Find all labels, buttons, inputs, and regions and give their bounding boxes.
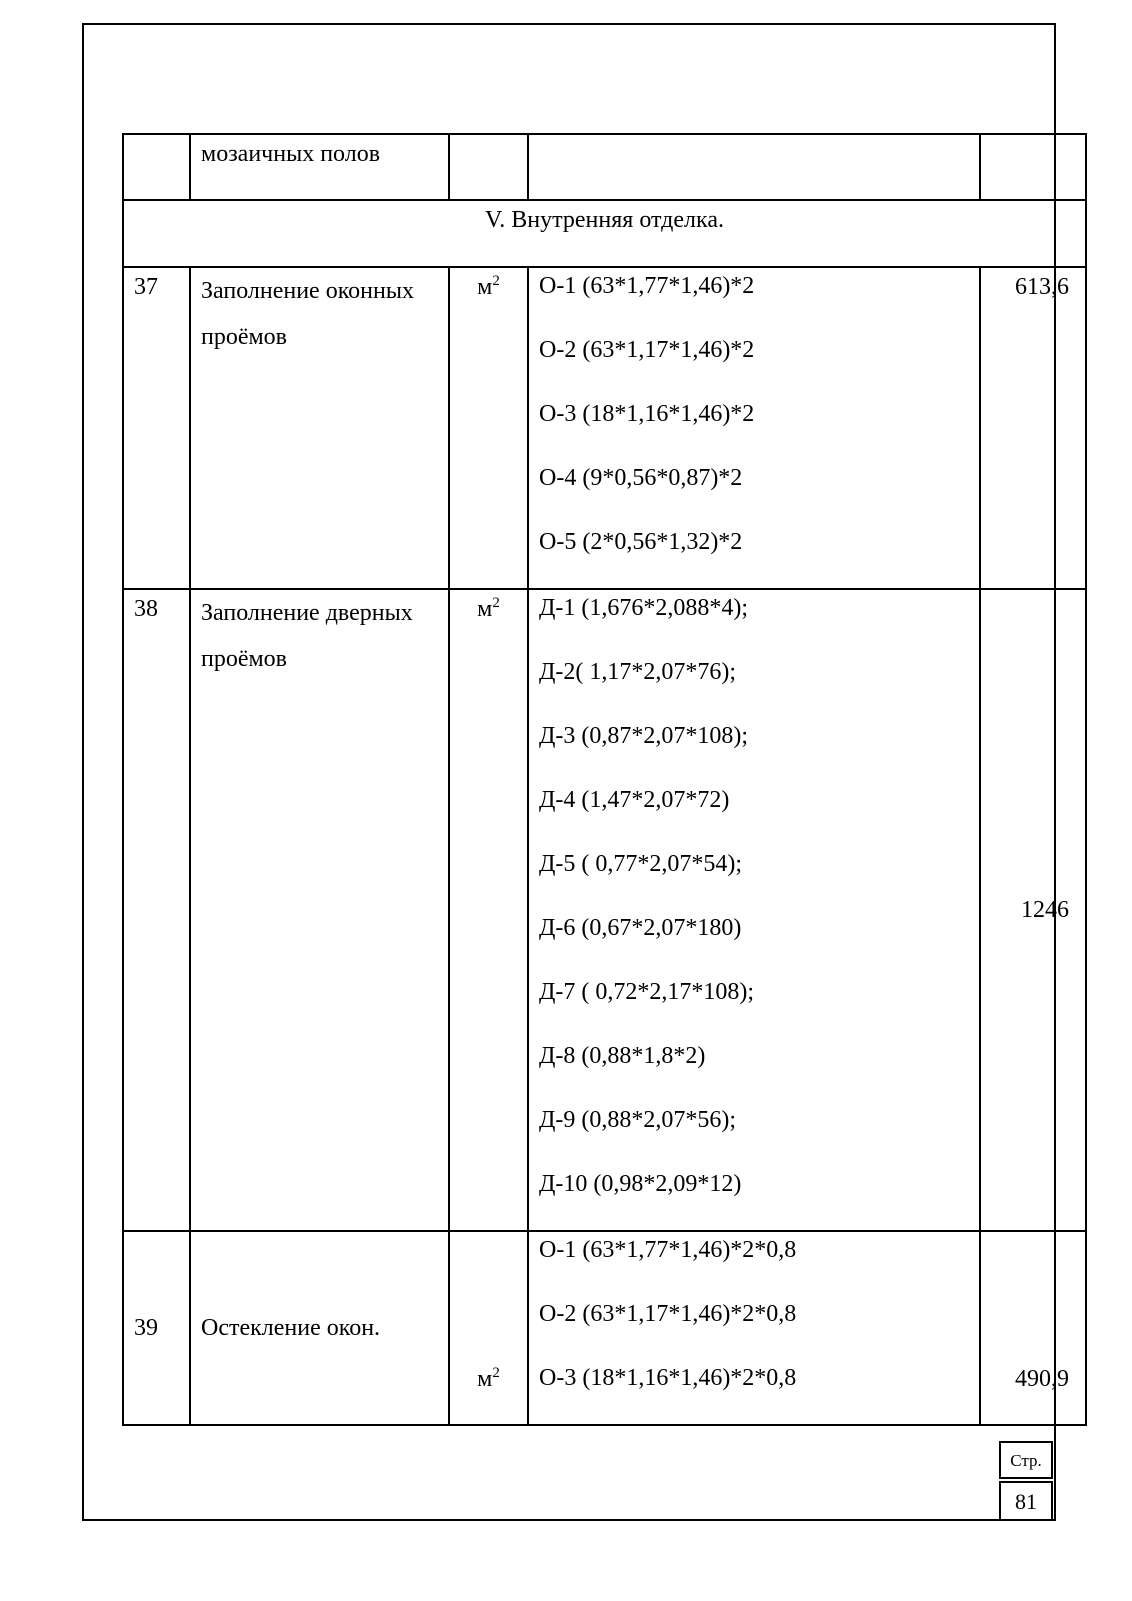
total-value: 490,9 xyxy=(980,1231,1086,1425)
table-row xyxy=(123,589,1086,1231)
formula-line: Д-1 (1,676*2,088*4); xyxy=(539,595,749,621)
formula-line: О-4 (9*0,56*0,87)*2 xyxy=(539,465,743,491)
formula-line: О-3 (18*1,16*1,46)*2*0,8 xyxy=(539,1365,797,1391)
unit-superscript: 2 xyxy=(492,595,500,611)
formula-line: Д-7 ( 0,72*2,17*108); xyxy=(539,979,755,1005)
table-row xyxy=(123,1231,1086,1425)
section-title: V. Внутренняя отделка. xyxy=(123,200,1086,267)
cell-name xyxy=(190,134,449,200)
work-name: мозаичных полов xyxy=(201,141,381,167)
works-table xyxy=(122,133,1087,1426)
formula-line: О-1 (63*1,77*1,46)*2 xyxy=(539,273,755,299)
work-name: Заполнение дверных проёмов xyxy=(190,589,449,1231)
formula-line: Д-10 (0,98*2,09*12) xyxy=(539,1171,742,1197)
cell-unit xyxy=(449,134,528,200)
section-row xyxy=(123,200,1086,267)
formula-line: Д-5 ( 0,77*2,07*54); xyxy=(539,851,743,877)
total-value: 613,6 xyxy=(980,267,1086,589)
unit-label: м xyxy=(477,1366,493,1392)
unit-cell xyxy=(449,267,528,589)
cell-formula xyxy=(528,134,980,200)
unit-label: м xyxy=(477,596,493,622)
formula-line: Д-8 (0,88*1,8*2) xyxy=(539,1043,706,1069)
unit-cell xyxy=(449,1231,528,1425)
table-row xyxy=(123,267,1086,589)
cell-total xyxy=(980,134,1086,200)
unit-superscript: 2 xyxy=(492,1365,500,1381)
row-number: 38 xyxy=(123,589,190,1231)
formula-line: О-5 (2*0,56*1,32)*2 xyxy=(539,529,743,555)
formula-line: Д-4 (1,47*2,07*72) xyxy=(539,787,730,813)
unit-label: м xyxy=(477,274,493,300)
table-row xyxy=(123,134,1086,200)
total-value: 1246 xyxy=(980,589,1086,1231)
formula-cell xyxy=(528,1231,980,1425)
cell-num xyxy=(123,134,190,200)
formula-line: Д-3 (0,87*2,07*108); xyxy=(539,723,749,749)
row-number: 37 xyxy=(123,267,190,589)
formula-cell xyxy=(528,267,980,589)
unit-cell xyxy=(449,589,528,1231)
unit-superscript: 2 xyxy=(492,273,500,289)
page-number: 81 xyxy=(999,1481,1053,1521)
page-stamp-label: Стр. xyxy=(999,1441,1053,1479)
work-name: Остекление окон. xyxy=(190,1231,449,1425)
work-name: Заполнение оконных проёмов xyxy=(190,267,449,589)
formula-line: О-2 (63*1,17*1,46)*2 xyxy=(539,337,755,363)
formula-line: Д-6 (0,67*2,07*180) xyxy=(539,915,742,941)
row-number: 39 xyxy=(123,1231,190,1425)
formula-line: О-3 (18*1,16*1,46)*2 xyxy=(539,401,755,427)
formula-line: О-2 (63*1,17*1,46)*2*0,8 xyxy=(539,1301,797,1327)
formula-line: Д-2( 1,17*2,07*76); xyxy=(539,659,737,685)
formula-line: О-1 (63*1,77*1,46)*2*0,8 xyxy=(539,1237,797,1263)
formula-cell xyxy=(528,589,980,1231)
formula-line: Д-9 (0,88*2,07*56); xyxy=(539,1107,737,1133)
